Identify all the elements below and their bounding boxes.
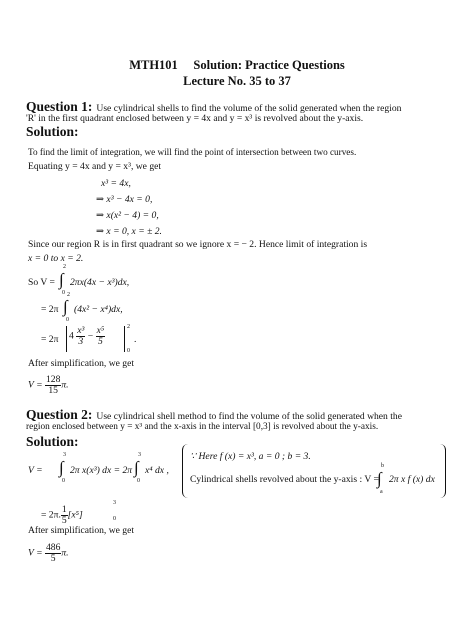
q2-integrand-b: x⁴ dx , xyxy=(145,465,169,476)
q2-step-upper: 3 xyxy=(113,500,116,506)
q1-int1-upper: 2 xyxy=(63,264,66,270)
q1-so-v: So V = xyxy=(28,277,55,288)
q2-note-shell: Cylindrical shells revolved about the y-axis : V = xyxy=(190,474,379,485)
q1-eval-expression xyxy=(69,326,105,347)
q1-eq-2pi-b: = 2π xyxy=(41,334,59,345)
q1-step-2: ⇒ x³ − 4x = 0, xyxy=(96,194,153,205)
q1-integral-sign-1: ∫ xyxy=(59,270,64,289)
q2-int1-lower: 0 xyxy=(62,478,65,484)
question-1-solution-label: Solution: xyxy=(26,124,79,139)
q1-integrand-2: (4x² − x⁴)dx, xyxy=(74,304,123,315)
q1-after-simplification: After simplification, we get xyxy=(28,358,135,369)
q2-answer-pi: π. xyxy=(61,547,69,559)
question-1-label: Question 1: xyxy=(26,99,93,114)
q1-coef-four: 4 xyxy=(69,330,74,342)
q2-answer-v-eq: V = xyxy=(28,547,43,559)
q2-answer-fraction xyxy=(45,543,61,564)
q1-v-eq: V = xyxy=(28,379,43,391)
q1-minus: − xyxy=(87,330,94,342)
q1-int2-lower: 0 xyxy=(66,317,69,323)
question-2-label: Question 2: xyxy=(26,407,93,422)
q1-frac2-den: 5 xyxy=(97,336,103,347)
q2-answer xyxy=(28,543,69,564)
q2-step xyxy=(41,505,83,526)
q2-note-integrand: 2π x f (x) dx xyxy=(389,474,435,485)
q2-note-here: ∵ Here f (x) = x³, a = 0 ; b = 3. xyxy=(190,451,311,462)
q1-eq-2pi-a: = 2π xyxy=(41,304,59,315)
q1-period: . xyxy=(134,334,137,345)
q1-frac-x5-5 xyxy=(96,326,106,347)
q1-equating: Equating y = 4x and y = x³, we get xyxy=(28,161,162,172)
q2-step-num: 1 xyxy=(61,504,67,515)
q1-step-3: ⇒ x(x² − 4) = 0, xyxy=(96,210,159,221)
q2-int2-upper: 3 xyxy=(138,452,141,458)
q2-integral-sign-2: ∫ xyxy=(134,458,139,477)
q1-frac1-den: 3 xyxy=(78,336,84,347)
q1-integrand-1: 2πx(4x − x³)dx, xyxy=(70,277,130,288)
question-1-text-line2: 'R' in the first quadrant enclosed between y = 4x and y = x³ is revolved about the y-axis. xyxy=(26,113,364,124)
course-code: MTH101 xyxy=(129,58,178,72)
q2-step-lower: 0 xyxy=(113,516,116,522)
q1-frac2-num: x⁵ xyxy=(96,325,105,336)
q1-region-line2: x = 0 to x = 2. xyxy=(28,253,84,264)
q1-int1-lower: 0 xyxy=(62,290,65,296)
q2-answer-num: 486 xyxy=(45,542,61,553)
question-2-text-line1: Use cylindrical shell method to find the volume of the solid generated when the xyxy=(96,411,402,422)
question-2-solution-label: Solution: xyxy=(26,434,79,449)
q2-integral-sign-1: ∫ xyxy=(59,458,64,477)
q1-answer-pi: π. xyxy=(61,379,69,391)
q1-eval-bar-left xyxy=(66,326,67,352)
q1-answer-fraction xyxy=(45,375,61,396)
q2-int2-lower: 0 xyxy=(137,478,140,484)
q2-v-eq: V = xyxy=(28,465,43,476)
q2-step-den: 5 xyxy=(61,515,67,526)
q1-intro: To find the limit of integration, we will find the point of intersection between two curves. xyxy=(28,147,357,157)
header-course-title xyxy=(0,58,474,73)
q1-int2-upper: 2 xyxy=(67,292,70,298)
q2-note-integral-sign: ∫ xyxy=(377,469,382,488)
q2-step-fraction xyxy=(61,505,68,526)
q1-step-1: x³ = 4x, xyxy=(101,178,131,189)
q1-frac-x3-3 xyxy=(76,326,85,347)
lecture-range: Lecture No. 35 to 37 xyxy=(183,74,291,88)
q2-int1-upper: 3 xyxy=(63,452,66,458)
q1-step-4: ⇒ x = 0, x = ± 2. xyxy=(96,226,162,237)
q1-eval-upper: 2 xyxy=(127,324,130,330)
q2-integrand-a: 2π x(x³) dx = 2π xyxy=(70,465,133,476)
q2-answer-den: 5 xyxy=(50,553,56,564)
q1-eval-lower: 0 xyxy=(127,348,130,354)
header-title: Solution: Practice Questions xyxy=(193,58,345,72)
q1-answer xyxy=(28,375,69,396)
q2-note-upper: b xyxy=(381,463,384,469)
q2-note-lower: a xyxy=(380,489,383,495)
q2-step-2pi: = 2π. xyxy=(41,509,61,521)
q1-region-line1: Since our region R is in first quadrant so we ignore x = − 2. Hence limit of integration is xyxy=(28,239,368,250)
q1-eval-bar-right xyxy=(124,326,125,352)
q1-integral-sign-2: ∫ xyxy=(63,297,68,316)
q2-step-bracket: [x⁵] xyxy=(67,509,83,521)
q1-answer-den: 15 xyxy=(48,385,58,396)
q1-frac1-num: x³ xyxy=(77,325,85,336)
q1-answer-num: 128 xyxy=(45,374,61,385)
question-2-text-line2: region enclosed between y = x³ and the x-axis in the interval [0,3] is revolved about the y-axis. xyxy=(26,422,379,432)
question-1-text-line1: Use cylindrical shells to find the volume of the solid generated when the region xyxy=(96,103,402,114)
q2-after-simplification: After simplification, we get xyxy=(28,525,135,536)
